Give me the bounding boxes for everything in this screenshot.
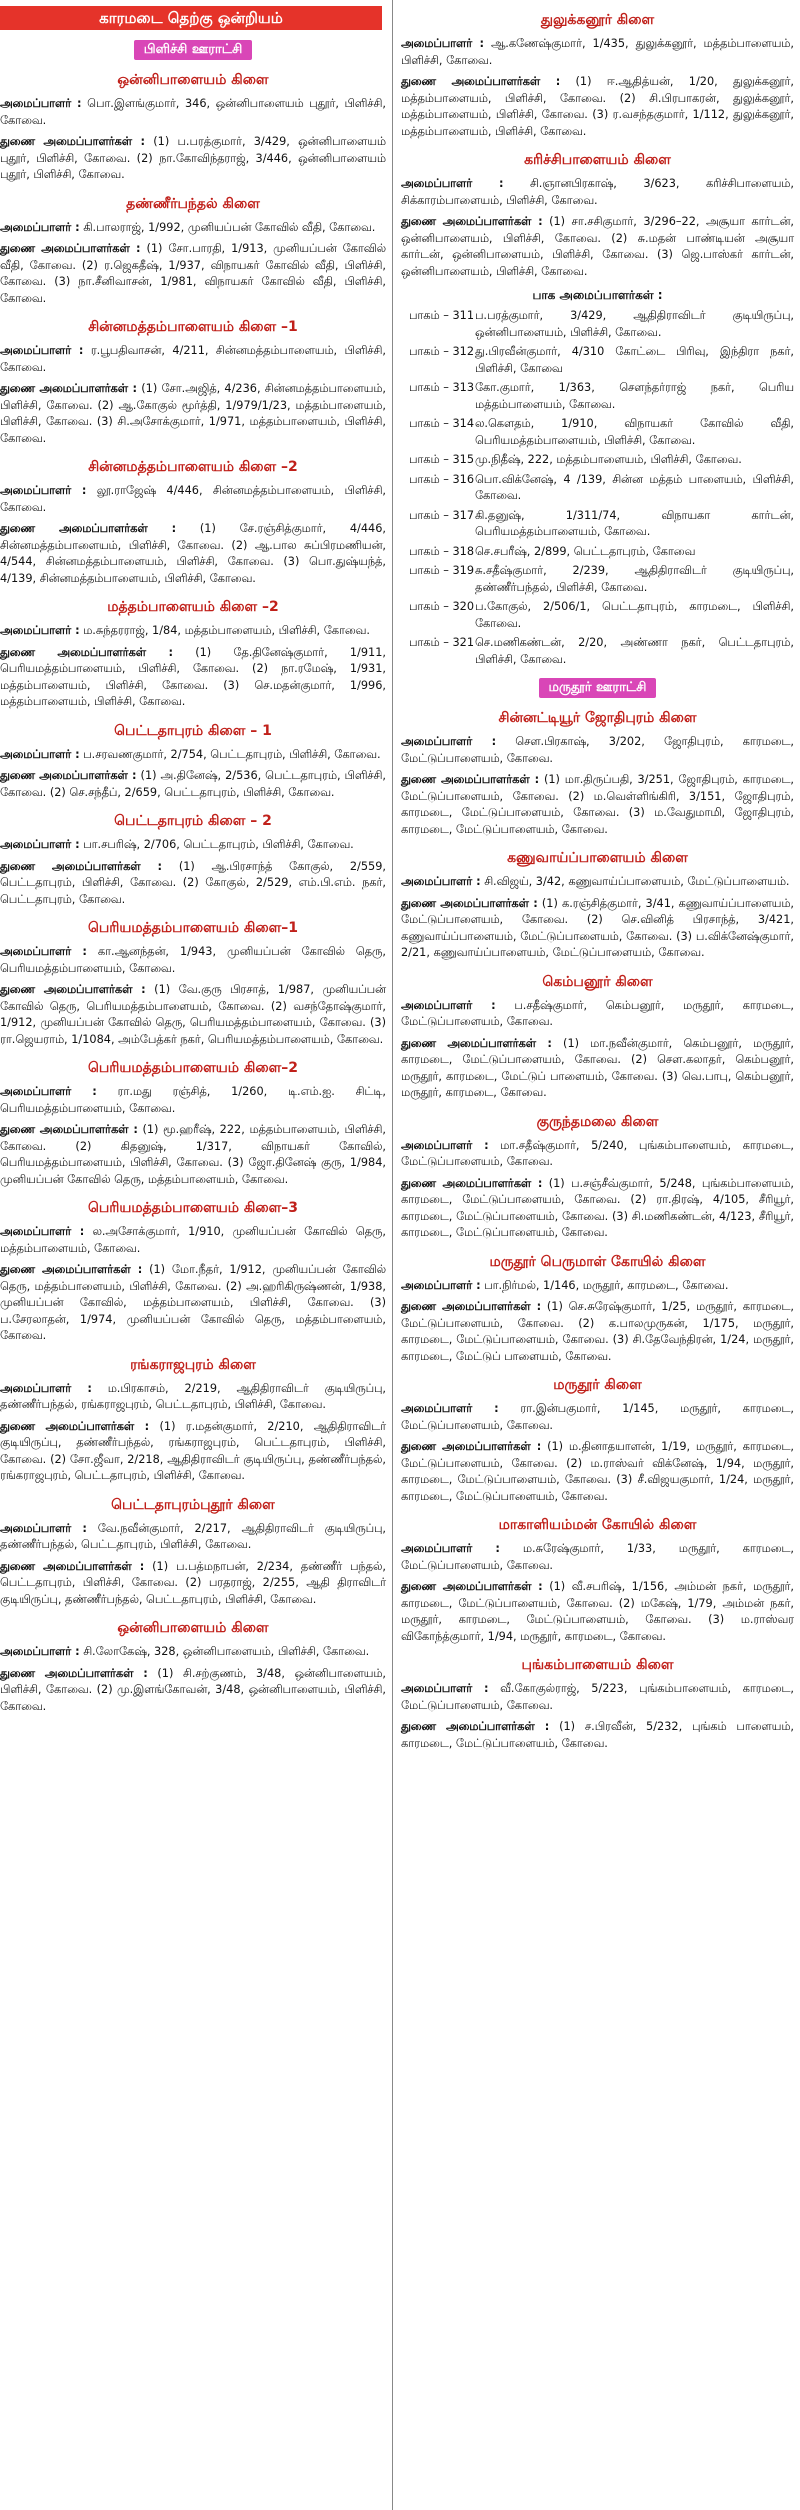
part-text: ப.கோகுல், 2/506/1, பெட்டதாபுரம், காரமடை, பிளிச்சி, கோவை.: [475, 600, 794, 630]
secretary-entry: [401, 874, 794, 891]
branch-title: கெம்பனூர் கிளை: [542, 973, 653, 990]
deputy-label: துணை அமைப்பாளர்கள் :: [401, 1720, 550, 1733]
secretary-label: அமைப்பாளர் :: [401, 998, 496, 1012]
deputy-text: (1) வே.குரு பிரசாத், 1/987, முனியப்பன் கோவில் தெரு, பெரியமத்தம்பாளையம், கோவை. (2) வசந்தோஷ்குமார், 1/912, முனியப்பன் கோவில் தெரு, பெரியமத்தம்பாளையம், கோவை. (3) ரா.ஜெயராம், 1/1084, அம்பேத்கர் நகர், பெரியமத்தம்பாளையம், கோவை.: [0, 983, 386, 1046]
part-number: பாகம் – 321: [409, 636, 475, 649]
secretary-text: சி.லோகேஷ், 328, ஒன்னிபாளையம், பிளிச்சி, கோவை.: [83, 1645, 370, 1658]
deputy-text: (1) ப.பத்மநாபன், 2/234, தண்ணீர் பந்தல், பெட்டதாபுரம், பிளிச்சி, கோவை. (2) பரதராஜ், 2/255, ஆதி திராவிடர் குடியிருப்பு, தண்ணீர்பந்தல், பெட்டதாபுரம், பிளிச்சி, கோவை.: [0, 1559, 387, 1606]
branch-title: பெரியமத்தம்பாளையம் கிளை–2: [87, 1060, 298, 1076]
secretary-text: கா.ஆனந்தன், 1/943, முனியப்பன் கோவில் தெரு, பெரியமத்தம்பாளையம், கோவை.: [0, 945, 386, 975]
part-text: ல.கௌதம், 1/910, விநாயகர் கோவில் வீதி, பெரியமத்தம்பாளையம், பிளிச்சி, கோவை.: [475, 417, 794, 447]
deputy-text: (1) தே.தினேஷ்குமார், 1/911, பெரியமத்தம்பாளையம், பிளிச்சி, கோவை. (2) நா.ரமேஷ், 1/931, மத்தம்பாளையம், பிளிச்சி, கோவை. (3) செ.மதன்குமார், 1/996, மத்தம்பாளையம், பிளிச்சி, கோவை.: [0, 645, 387, 708]
deputy-text: (1) ச.பிரவீன், 5/232, புங்கம் பாளையம், காரமடை, மேட்டுப்பாளையம், கோவை.: [401, 1720, 794, 1750]
branch-title: ரங்கராஜபுரம் கிளை: [130, 1356, 256, 1373]
secretary-text: வீ.கோகுல்ராஜ், 5/223, புங்கம்பாளையம், காரமடை, மேட்டுப்பாளையம், கோவை.: [401, 1682, 795, 1712]
part-text: து.பிரவீன்குமார், 4/310 கோட்டை பிரிவு, இந்திரா நகர், பிளிச்சி, கோவை: [475, 345, 794, 375]
secretary-text: சி.ஞானபிரகாஷ், 3/623, கரிச்சிபாளையம், சிக்காரம்பாளையம், பிளிச்சி, கோவை.: [401, 177, 794, 207]
secretary-label: அமைப்பாளர் :: [401, 37, 484, 50]
deputy-entry: [401, 1579, 794, 1645]
deputy-label: துணை அமைப்பாளர்கள் :: [0, 983, 146, 996]
secretary-entry: [0, 837, 386, 854]
part-number: பாகம் – 318: [409, 544, 475, 558]
secretary-entry: [0, 220, 386, 237]
secretary-entry: [401, 36, 794, 69]
secretary-entry: [0, 944, 386, 977]
deputy-text: (1) க.ரஞ்சித்குமார், 3/41, கணுவாய்ப்பாளையம், மேட்டுப்பாளையம், கோவை. (2) செ.வினித் பிரசாந்த், 3/421, கணுவாய்ப்பாளையம், மேட்டுப்பாளையம், கோவை. (3) ப.விக்னேஷ்குமார், 2/21, கணுவாய்ப்பாளையம், மேட்டுப்பாளையம், கோவை.: [401, 896, 795, 959]
deputy-text: (1) சோ.பாரதி, 1/913, முனியப்பன் கோவில் வீதி, கோவை. (2) ர.ஜெகதீஷ், 1/937, விநாயகர் கோவில் வீதி, பிளிச்சி, கோவை. (3) நா.சீனிவாசன், 1/981, விநாயகர் கோவில் வீதி, பிளிச்சி, கோவை.: [0, 242, 386, 305]
district-title: காரமடை தெற்கு ஒன்றியம்: [0, 6, 382, 30]
deputy-text: (1) ர.மதன்குமார், 2/210, ஆதிதிராவிடர் குடியிருப்பு, தண்ணீர்பந்தல், ரங்கராஜபுரம், பெட்டதாபுரம், பிளிச்சி, கோவை. (2) சோ.ஜீவா, 2/218, ஆதிதிராவிடர் குடியிருப்பு, தண்ணீர்பந்தல், ரங்கராஜபுரம், பெட்டதாபுரம், பிளிச்சி, கோவை.: [0, 1419, 387, 1482]
deputy-entry: [0, 1419, 386, 1485]
part-number: பாகம் – 319: [409, 564, 475, 577]
part-row: [401, 635, 794, 668]
part-text: கோ.குமார், 1/363, செளந்தர்ராஜ் நகர், பெரிய மத்தம்பாளையம், கோவை.: [475, 381, 794, 411]
secretary-label: அமைப்பாளர் :: [401, 1402, 499, 1415]
secretary-label: அமைப்பாளர் :: [0, 1085, 97, 1098]
branch-title: சின்னமத்தம்பாளையம் கிளை –1: [88, 319, 298, 335]
secretary-text: ரா.மது ரஞ்சித், 1/260, டி.எம்.ஐ. சிட்டி, பெரியமத்தம்பாளையம், கோவை.: [0, 1085, 386, 1115]
secretary-label: அமைப்பாளர் :: [0, 1225, 85, 1238]
part-row: [401, 452, 794, 469]
deputy-text: (1) சா.சசிகுமார், 3/296–22, அசூயா கார்டன், ஒன்னிபாளையம், பிளிச்சி, கோவை. (2) சு.மதன் பாண்டியன் அசூயா கார்டன், ஒன்னிபாளையம், பிளிச்சி, கோவை. (3) ஜெ.பாஸ்கர் கார்டன், ஒன்னிபாளையம், பிளிச்சி, கோவை.: [401, 215, 794, 278]
branch-title: ஒன்னிபாளையம் கிளை: [117, 72, 269, 88]
secretary-label: அமைப்பாளர் :: [0, 484, 87, 497]
part-row: [401, 599, 794, 632]
deputy-text: (1) மோ.நீதர், 1/912, முனியப்பன் கோவில் தெரு, மத்தம்பாளையம், பிளிச்சி, கோவை. (2) அ.ஹரிகிருஷ்ணன், 1/938, முனியப்பன் கோவில், மத்தம்பாளையம், பிளிச்சி, கோவை. (3) ப.சேரலாதன், 1/974, முனியப்பன் கோவில் தெரு, மத்தம்பாளையம், கோவை.: [0, 1263, 387, 1342]
deputy-entry: [0, 1666, 386, 1716]
deputy-entry: [401, 1439, 794, 1505]
part-text: செ.சபரீஷ், 2/899, பெட்டதாபுரம், கோவை: [475, 544, 696, 558]
secretary-entry: [401, 1541, 794, 1574]
part-text: சு.சதீஷ்குமார், 2/239, ஆதிதிராவிடர் குடியிருப்பு, தண்ணீர்பந்தல், பிளிச்சி, கோவை.: [475, 564, 794, 594]
panchayat-heading: பிளிச்சி ஊராட்சி: [134, 40, 253, 60]
deputy-text: (1) வீ.சபரிஷ், 1/156, அம்மன் நகர், மருதூர், காரமடை, மேட்டுப்பாளையம், கோவை. (2) மகேஷ், 1/79, அம்மன் நகர், மருதூர், காரமடை, மேட்டுப்பாளையம், கோவை. (3) ம.ராஸ்வர விகோந்த்குமார், 1/94, மருதூர், காரமடை, கோவை.: [401, 1580, 794, 1643]
part-text: பொ.விக்னேஷ், 4 /139, சின்ன மத்தம் பாளையம், பிளிச்சி, கோவை.: [475, 472, 794, 502]
secretary-text: பொ.இளங்குமார், 346, ஒன்னிபாளையம் புதூர், பிளிச்சி, கோவை.: [0, 97, 386, 127]
part-organizers-list: [401, 308, 794, 668]
deputy-text: (1) சே.ரஞ்சித்குமார், 4/446, சின்னமத்தம்பாளையம், பிளிச்சி, கோவை. (2) ஆ.பால சுப்பிரமணியன், 4/544, சின்னமத்தம்பாளையம், பிளிச்சி, கோவை. (3) பொ.துஷ்யந்த், 4/139, சின்னமத்தம்பாளையம், பிளிச்சி, கோவை.: [0, 522, 387, 585]
branch-title: மாகாளியம்மன் கோயில் கிளை: [498, 1517, 697, 1533]
branch-title: மருதூர் பெருமாள் கோயில் கிளை: [489, 1253, 706, 1270]
left-branch-list: [0, 72, 386, 1715]
secretary-text: பா.சபரிஷ், 2/706, பெட்டதாபுரம், பிளிச்சி, கோவை.: [83, 838, 354, 851]
deputy-text: (1) சி.சற்குணம், 3/48, ஒன்னிபாளையம், பிளிச்சி, கோவை. (2) மு.இளங்கோவன், 3/48, ஒன்னிபாளையம், பிளிச்சி, கோவை.: [0, 1666, 387, 1713]
deputy-entry: [401, 772, 794, 838]
deputy-entry: [401, 214, 794, 280]
deputy-entry: [0, 1262, 386, 1345]
secretary-text: ரா.இன்பகுமார், 1/145, மருதூர், காரமடை, மேட்டுப்பாளையம், கோவை.: [401, 1402, 794, 1432]
deputy-entry: [0, 134, 386, 184]
secretary-text: கி.பாலராஜ், 1/992, முனியப்பன் கோவில் வீதி, கோவை.: [83, 220, 376, 234]
deputy-entry: [0, 1559, 386, 1609]
secretary-entry: [0, 343, 386, 376]
part-text: ப.பரத்குமார், 3/429, ஆதிதிராவிடர் குடியிருப்பு, ஒன்னிபாளையம், பிளிச்சி, கோவை.: [475, 309, 794, 339]
deputy-text: (1) செ.சுரேஷ்குமார், 1/25, மருதூர், காரமடை, மேட்டுப்பாளையம், கோவை. (2) க.பாலமுருகன், 1/175, மருதூர், காரமடை, மேட்டுப்பாளையம், கோவை. (3) சி.தேவேந்திரன், 1/24, மருதூர், காரமடை, மேட்டுப் பாளையம், கோவை.: [401, 1300, 795, 1363]
branch-title: ஒன்னிபாளையம் கிளை: [117, 1620, 269, 1636]
secretary-text: வே.நவீன்குமார், 2/217, ஆதிதிராவிடர் குடியிருப்பு, தண்ணீர்பந்தல், பெட்டதாபுரம், பிளிச்சி, கோவை.: [0, 1521, 387, 1551]
secretary-text: ம.சுரேஷ்குமார், 1/33, மருதூர், காரமடை, மேட்டுப்பாளையம், கோவை.: [401, 1542, 794, 1572]
deputy-entry: [0, 982, 386, 1048]
deputy-label: துணை அமைப்பாளர்கள் :: [0, 242, 141, 255]
part-organizers-title: பாக அமைப்பாளர்கள் :: [532, 288, 663, 302]
deputy-label: துணை அமைப்பாளர்கள் :: [0, 769, 137, 782]
deputy-label: துணை அமைப்பாளர்கள் :: [0, 1123, 138, 1136]
part-row: [401, 380, 794, 413]
secretary-entry: [401, 176, 794, 209]
deputy-label: துணை அமைப்பாளர்கள் :: [401, 75, 561, 88]
deputy-text: (1) மூ.ஹரீஷ், 222, மத்தம்பாளையம், பிளிச்சி, கோவை. (2) கிதனுஷ், 1/317, விநாயகர் கோவில், பெரியமத்தம்பாளையம், பிளிச்சி, கோவை. (3) ஜோ.தினேஷ் குரு, 1/984, முனியப்பன் கோவில் தெரு, மத்தம்பாளையம், கோவை.: [0, 1123, 386, 1186]
branch-title: பெட்டதாபுரம் கிளை – 1: [114, 722, 272, 739]
part-number: பாகம் – 311: [409, 309, 475, 322]
part-number: பாகம் – 314: [409, 417, 475, 430]
secretary-label: அமைப்பாளர் :: [0, 220, 80, 234]
deputy-entry: [401, 1176, 794, 1242]
secretary-entry: [401, 1401, 794, 1434]
branch-title: மத்தம்பாளையம் கிளை –2: [107, 599, 279, 615]
part-number: பாகம் – 316: [409, 472, 475, 486]
branch-title: மருதூர் கிளை: [553, 1377, 642, 1393]
deputy-entry: [0, 768, 386, 801]
deputy-text: (1) ஆ.பிரசாந்த் கோகுல், 2/559, பெட்டதாபுரம், பிளிச்சி, கோவை. (2) கோகுல், 2/529, எம்.பி.எம். நகர், பெட்டதாபுரம், கோவை.: [0, 859, 387, 906]
secretary-text: சி.விஜய், 3/42, கணுவாய்ப்பாளையம், மேட்டுப்பாளையம்.: [484, 875, 790, 888]
secretary-text: ம.பிரகாசம், 2/219, ஆதிதிராவிடர் குடியிருப்பு, தண்ணீர்பந்தல், ரங்கராஜபுரம், பெட்டதாபுரம், பிளிச்சி, கோவை.: [0, 1381, 386, 1411]
secretary-entry: [401, 998, 794, 1031]
deputy-text: (1) மா.திருப்பதி, 3/251, ஜோதிபுரம், காரமடை, மேட்டுப்பாளையம், கோவை. (2) ம.வெள்ளிங்கிரி, 3/151, ஜோதிபுரம், காரமடை, மேட்டுப்பாளையம், கோவை. (3) ம.வேதுமாமி, ஜோதிபுரம், காரமடை, மேட்டுப்பாளையம், கோவை.: [401, 773, 794, 836]
deputy-label: துணை அமைப்பாளர்கள் :: [0, 1559, 145, 1573]
part-row: [401, 416, 794, 449]
branch-title: குருந்தமலை கிளை: [536, 1113, 659, 1130]
deputy-label: துணை அமைப்பாளர்கள் :: [0, 135, 146, 148]
deputy-label: துணை அமைப்பாளர்கள் :: [401, 1036, 552, 1050]
deputy-entry: [401, 896, 794, 962]
deputy-label: துணை அமைப்பாளர்கள் :: [401, 215, 543, 228]
panchayat-heading-2: மருதூர் ஊராட்சி: [539, 678, 657, 698]
deputy-entry: [401, 74, 794, 140]
secretary-entry: [0, 1224, 386, 1257]
part-number: பாகம் – 317: [409, 508, 475, 522]
right-branch-list-2: [401, 710, 794, 1752]
secretary-label: அமைப்பாளர் :: [0, 344, 84, 357]
deputy-entry: [401, 1299, 794, 1365]
panchayat-heading-wrap-2: [401, 676, 794, 698]
secretary-text: ல.அசோக்குமார், 1/910, முனியப்பன் கோவில் தெரு, மத்தம்பாளையம், கோவை.: [0, 1225, 386, 1255]
deputy-label: துணை அமைப்பாளர்கள் :: [401, 1300, 542, 1313]
secretary-text: மா.சதீஷ்குமார், 5/240, புங்கம்பாளையம், காரமடை, மேட்டுப்பாளையம், கோவை.: [401, 1138, 794, 1168]
part-number: பாகம் – 313: [409, 381, 475, 394]
secretary-entry: [0, 1381, 386, 1414]
deputy-entry: [0, 521, 386, 587]
secretary-label: அமைப்பாளர் :: [401, 875, 481, 888]
secretary-label: அமைப்பாளர் :: [401, 735, 497, 748]
secretary-entry: [401, 1278, 794, 1295]
secretary-entry: [401, 1681, 794, 1714]
branch-title: துலுக்கனூர் கிளை: [540, 12, 655, 28]
secretary-label: அமைப்பாளர் :: [0, 1381, 92, 1395]
deputy-label: துணை அமைப்பாளர்கள் :: [401, 896, 538, 910]
deputy-label: துணை அமைப்பாளர்கள் :: [0, 382, 138, 395]
secretary-text: ப.சரவணகுமார், 2/754, பெட்டதாபுரம், பிளிச்சி, கோவை.: [83, 747, 381, 761]
secretary-label: அமைப்பாளர் :: [401, 1138, 489, 1152]
deputy-label: துணை அமைப்பாளர்கள் :: [0, 859, 163, 873]
deputy-label: துணை அமைப்பாளர்கள் :: [0, 1263, 143, 1276]
right-branch-list-1: [401, 12, 794, 280]
secretary-label: அமைப்பாளர் :: [401, 177, 504, 190]
part-number: பாகம் – 320: [409, 600, 475, 613]
secretary-text: ம.சுந்தரராஜ், 1/84, மத்தம்பாளையம், பிளிச்சி, கோவை.: [83, 624, 370, 637]
branch-title: கரிச்சிபாளையம் கிளை: [524, 152, 671, 168]
secretary-entry: [401, 734, 794, 767]
secretary-entry: [0, 483, 386, 516]
branch-title: சின்னட்டியூர் ஜோதிபுரம் கிளை: [498, 710, 697, 726]
deputy-text: (1) ம.தினாதயாளன், 1/19, மருதூர், காரமடை, மேட்டுப்பாளையம், கோவை. (2) ம.ராஸ்வர் விக்னேஷ், 1/94, மருதூர், காரமடை, மேட்டுப்பாளையம், கோவை. (3) சீ.விஜயகுமார், 1/24, மருதூர், காரமடை, மேட்டுப்பாளையம், கோவை.: [401, 1440, 795, 1503]
part-text: கி.தனுஷ், 1/311/74, விநாயகா கார்டன், பெரியமத்தம்பாளையம், கோவை.: [475, 508, 794, 538]
secretary-label: அமைப்பாளர் :: [0, 1521, 87, 1535]
secretary-entry: [0, 623, 386, 640]
part-row: [401, 544, 794, 561]
deputy-text: (1) ஈ.ஆதித்யன், 1/20, துலுக்கனூர், மத்தம்பாளையம், பிளிச்சி, கோவை. (2) சி.பிரபாகரன், துலுக்கனூர், மத்தம்பாளையம், பிளிச்சி, கோவை. (3) ர.வசந்தகுமார், 1/112, துலுக்கனூர், மத்தம்பாளையம், பிளிச்சி, கோவை.: [401, 75, 794, 138]
branch-title: பெட்டதாபுரம் கிளை – 2: [114, 813, 272, 829]
secretary-label: அமைப்பாளர் :: [401, 1542, 500, 1555]
deputy-text: (1) சோ.அஜித், 4/236, சின்னமத்தம்பாளையம், பிளிச்சி, கோவை. (2) ஆ.கோகுல் மூர்த்தி, 1/979/1/23, மத்தம்பாளையம், பிளிச்சி, கோவை. (3) சி.அசோக்குமார், 1/971, மத்தம்பாளையம், பிளிச்சி, கோவை.: [0, 382, 387, 445]
secretary-text: ர.பூபதிவாசன், 4/211, சின்னமத்தம்பாளையம், பிளிச்சி, கோவை.: [0, 344, 387, 374]
secretary-entry: [0, 1084, 386, 1117]
part-row: [401, 508, 794, 541]
secretary-entry: [0, 96, 386, 129]
deputy-entry: [0, 859, 386, 909]
secretary-text: லூ.ராஜேஷ் 4/446, சின்னமத்தம்பாளையம், பிளிச்சி, கோவை.: [0, 484, 387, 514]
secretary-entry: [401, 1138, 794, 1171]
part-text: மு.நிதீஷ், 222, மத்தம்பாளையம், பிளிச்சி, கோவை.: [475, 453, 742, 466]
deputy-label: துணை அமைப்பாளர்கள் :: [401, 1580, 543, 1593]
secretary-label: அமைப்பாளர் :: [0, 624, 80, 637]
branch-title: பெரியமத்தம்பாளையம் கிளை–3: [87, 1200, 298, 1216]
part-row: [401, 308, 794, 341]
secretary-entry: [0, 747, 386, 764]
secretary-entry: [0, 1521, 386, 1554]
branch-title: பெரியமத்தம்பாளையம் கிளை–1: [87, 920, 298, 936]
deputy-label: துணை அமைப்பாளர்கள் :: [401, 1440, 542, 1453]
deputy-entry: [0, 645, 386, 711]
part-number: பாகம் – 312: [409, 345, 475, 358]
deputy-entry: [0, 381, 386, 447]
left-column: [0, 0, 393, 2510]
deputy-label: துணை அமைப்பாளர்கள் :: [401, 773, 540, 786]
deputy-entry: [401, 1036, 794, 1102]
right-column: [393, 0, 800, 2510]
secretary-label: அமைப்பாளர் :: [0, 1645, 80, 1658]
secretary-label: அமைப்பாளர் :: [0, 838, 80, 851]
secretary-text: சௌ.பிரகாஷ், 3/202, ஜோதிபுரம், காரமடை, மேட்டுப்பாளையம், கோவை.: [401, 735, 794, 765]
branch-title: பெட்டதாபுரம்புதூர் கிளை: [111, 1496, 275, 1513]
branch-title: கணுவாய்ப்பாளையம் கிளை: [507, 850, 688, 866]
deputy-label: துணை அமைப்பாளர்கள் :: [0, 645, 173, 659]
deputy-entry: [0, 241, 386, 307]
part-row: [401, 472, 794, 505]
secretary-label: அமைப்பாளர் :: [0, 945, 87, 958]
part-row: [401, 563, 794, 596]
branch-title: சின்னமத்தம்பாளையம் கிளை –2: [88, 459, 298, 475]
secretary-text: ஆ.கணேஷ்குமார், 1/435, துலுக்கனூர், மத்தம்பாளையம், பிளிச்சி, கோவை.: [401, 37, 794, 67]
secretary-label: அமைப்பாளர் :: [0, 97, 82, 110]
part-text: செ.மணிகண்டன், 2/20, அண்ணா நகர், பெட்டதாபுரம், பிளிச்சி, கோவை.: [475, 636, 794, 666]
secretary-label: அமைப்பாளர் :: [0, 747, 80, 761]
deputy-text: (1) ப.சஞ்சீவ்குமார், 5/248, புங்கம்பாளையம், காரமடை, மேட்டுப்பாளையம், கோவை. (2) ரா.திரஷ், 4/105, சீரியூர், காரமடை, மேட்டுப்பாளையம், கோவை. (3) சி.மணிகண்டன், 4/123, சீரியூர், காரமடை, மேட்டுப்பாளையம், கோவை.: [401, 1176, 795, 1239]
deputy-label: துணை அமைப்பாளர்கள் :: [401, 1176, 543, 1190]
deputy-text: (1) மா.நவீன்குமார், கெம்பனூர், மருதூர், காரமடை, மேட்டுப்பாளையம், கோவை. (2) செள.கலாதர், கெம்பனூர், மருதூர், காரமடை, மேட்டுப் பாளையம், கோவை. (3) வெ.பாபு, கெம்பனூர், மருதூர், காரமடை, கோவை.: [401, 1036, 795, 1099]
branch-title: புங்கம்பாளையம் கிளை: [521, 1657, 674, 1673]
deputy-text: (1) ப.பரத்குமார், 3/429, ஒன்னிபாளையம் புதூர், பிளிச்சி, கோவை. (2) நா.கோவிந்தராஜ், 3/446, ஒன்னிபாளையம் புதூர், பிளிச்சி, கோவை.: [0, 135, 386, 181]
branch-title: தண்ணீர்பந்தல் கிளை: [126, 195, 260, 212]
deputy-entry: [0, 1122, 386, 1188]
deputy-entry: [401, 1719, 794, 1752]
secretary-text: பா.நிர்மல், 1/146, மருதூர், காரமடை, கோவை.: [484, 1278, 729, 1292]
secretary-label: அமைப்பாளர் :: [401, 1682, 489, 1695]
deputy-text: (1) அ.தினேஷ், 2/536, பெட்டதாபுரம், பிளிச்சி, கோவை. (2) செ.சந்தீப், 2/659, பெட்டதாபுரம், பிளிச்சி, கோவை.: [0, 769, 386, 799]
part-number: பாகம் – 315: [409, 453, 475, 466]
deputy-label: துணை அமைப்பாளர்கள் :: [0, 522, 177, 535]
panchayat-heading-wrap: [0, 38, 386, 60]
secretary-text: ப.சதீஷ்குமார், கெம்பனூர், மருதூர், காரமடை, மேட்டுப்பாளையம், கோவை.: [401, 998, 794, 1028]
secretary-entry: [0, 1644, 386, 1661]
part-row: [401, 344, 794, 377]
secretary-label: அமைப்பாளர் :: [401, 1278, 481, 1292]
deputy-label: துணை அமைப்பாளர்கள் :: [0, 1419, 150, 1433]
deputy-label: துணை அமைப்பாளர்கள் :: [0, 1666, 148, 1680]
